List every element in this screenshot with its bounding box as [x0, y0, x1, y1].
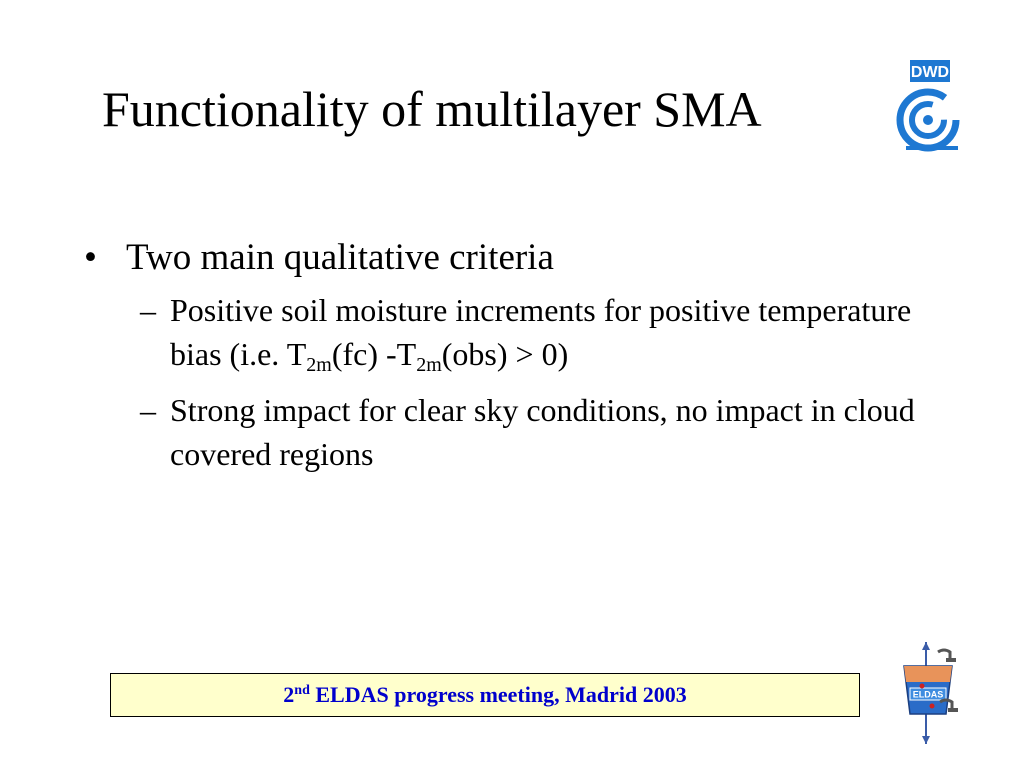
dwd-logo-icon	[882, 58, 962, 158]
subscript: 2m	[306, 354, 332, 376]
bullet-item	[84, 232, 924, 284]
sub-bullet-marker: –	[140, 292, 156, 328]
eldas-logo-icon	[896, 642, 968, 744]
dwd-logo-text: DWD	[910, 64, 950, 81]
bullet-text: Two main qualitative criteria	[126, 237, 554, 278]
sub-bullet-text-part: (obs) > 0)	[441, 336, 569, 372]
subscript: 2m	[416, 354, 442, 376]
slide-title: Functionality of multilayer SMA	[102, 81, 762, 137]
sub-bullet-item	[84, 288, 924, 376]
footer-text	[283, 682, 686, 708]
sub-bullet-text-part: Positive soil moisture increments for positive temperature bias (i.e. T	[170, 292, 912, 372]
footer-label: ELDAS progress meeting, Madrid 2003	[309, 682, 687, 707]
sub-bullet-text-part: (fc) -T	[331, 336, 417, 372]
footer-banner	[110, 673, 860, 717]
footer-ordinal-suffix: nd	[294, 683, 310, 698]
eldas-logo-text: ELDAS	[912, 689, 944, 700]
bullet-marker: •	[84, 237, 97, 278]
sub-bullet-marker: –	[140, 392, 156, 428]
sub-bullet-text: Strong impact for clear sky conditions, no impact in cloud covered regions	[170, 392, 915, 472]
bullet-list	[84, 232, 924, 476]
footer-ordinal: 2	[283, 682, 295, 707]
sub-bullet-item	[84, 388, 924, 476]
